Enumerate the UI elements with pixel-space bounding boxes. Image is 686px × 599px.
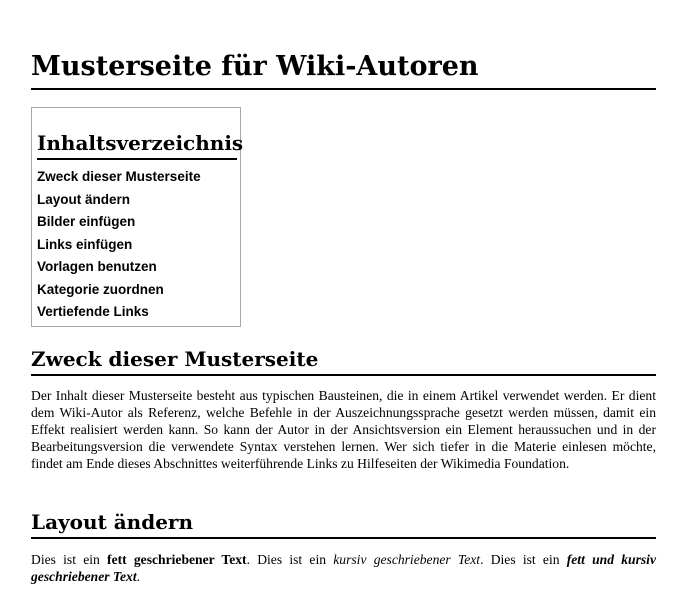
text-segment: . Dies ist ein [480, 552, 567, 567]
toc-list [37, 166, 201, 324]
toc-heading: Inhaltsverzeichnis [37, 130, 237, 160]
toc-link-bilder[interactable]: Bilder einfügen [37, 214, 136, 229]
toc-link-vertiefende[interactable]: Vertiefende Links [37, 304, 149, 319]
bold-italic-inner: fett und kursiv geschriebener Text [31, 552, 656, 584]
text-segment: Dies ist ein [31, 552, 108, 567]
text-segment: . [136, 569, 140, 584]
toc-link-vorlagen[interactable]: Vorlagen benutzen [37, 259, 157, 274]
toc-link-layout[interactable]: Layout ändern [37, 191, 131, 207]
section-heading-zweck: Zweck dieser Musterseite [31, 346, 656, 376]
italic-text: kursiv geschriebener Text [333, 552, 481, 567]
toc-link-kategorie[interactable]: Kategorie zuordnen [37, 281, 164, 297]
bold-text: fett geschriebener Text [107, 552, 247, 567]
section-text-layout [31, 551, 656, 585]
toc-link-zweck[interactable]: Zweck dieser Musterseite [37, 169, 201, 184]
section-text-zweck: Der Inhalt dieser Musterseite besteht aus typischen Bausteinen, die in einem Artikel verwendet werden. Er dient dem Wiki-Autor als Referenz, welche Befehle in der Auszeichnungssprache gesetzt werden müssen, damit ein Effekt realisiert werden kann. So kann der Autor in der Ansichtsversion ein Element heraussuchen und in der Bearbeitungsversion die verwendete Syntax verstehen lernen. Wer sich tiefer in die Materie einlesen möchte, findet am Ende dieses Abschnittes weiterführende Links zu Hilfeseiten der Wikimedia Foundation. [31, 388, 656, 471]
text-segment: . Dies ist ein [246, 552, 334, 567]
toc-link-links[interactable]: Links einfügen [37, 236, 133, 252]
table-of-contents [31, 107, 244, 327]
page-title: Musterseite für Wiki-Autoren [31, 50, 656, 90]
section-heading-layout: Layout ändern [31, 509, 656, 539]
